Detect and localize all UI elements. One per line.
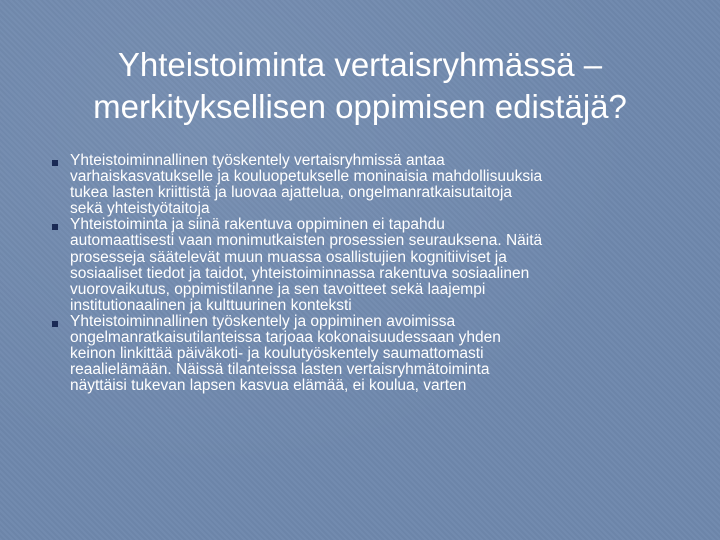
bullet-text: Yhteistoiminnallinen työskentely vertaisryhmissä antaa varhaiskasvatukselle ja kouluopetukselle moninaisia mahdollisuuksia tukea lasten kriittistä ja luovaa ajattelua, ongelmanratkaisutaitoja sekä yhteistyötaitoja bbox=[70, 152, 543, 218]
bullet-item bbox=[52, 217, 692, 314]
square-bullet-icon bbox=[52, 321, 58, 327]
bullet-text: Yhteistoiminnallinen työskentely ja oppiminen avoimissa ongelmanratkaisutilanteissa tarjoaa kokonaisuudessaan yhden keinon linkittää päiväkoti- ja koulutyöskentely saumattomasti reaalielämään. Näissä tilanteissa lasten vertaisryhmätoiminta näyttäisi tukevan lapsen kasvua elämää, ei koulua, varten bbox=[70, 312, 501, 395]
square-bullet-icon bbox=[52, 160, 58, 166]
bullet-item bbox=[52, 153, 692, 217]
bullet-item bbox=[52, 314, 692, 394]
bullet-list bbox=[52, 153, 692, 394]
slide-title: Yhteistoiminta vertaisryhmässä – merkityksellisen oppimisen edistäjä? bbox=[93, 46, 627, 125]
bullet-text: Yhteistoiminta ja siinä rakentuva oppiminen ei tapahdu automaattisesti vaan monimutkaisten prosessien seurauksena. Näitä prosesseja säätelevät muun muassa osallistujien kognitiiviset ja sosiaaliset tiedot ja taidot, yhteistoiminnassa rakentuva sosiaalinen vuorovaikutus, oppimistilanne ja sen tavoitteet sekä laajempi institutionaalinen ja kulttuurinen konteksti bbox=[70, 216, 543, 314]
square-bullet-icon bbox=[52, 224, 58, 230]
